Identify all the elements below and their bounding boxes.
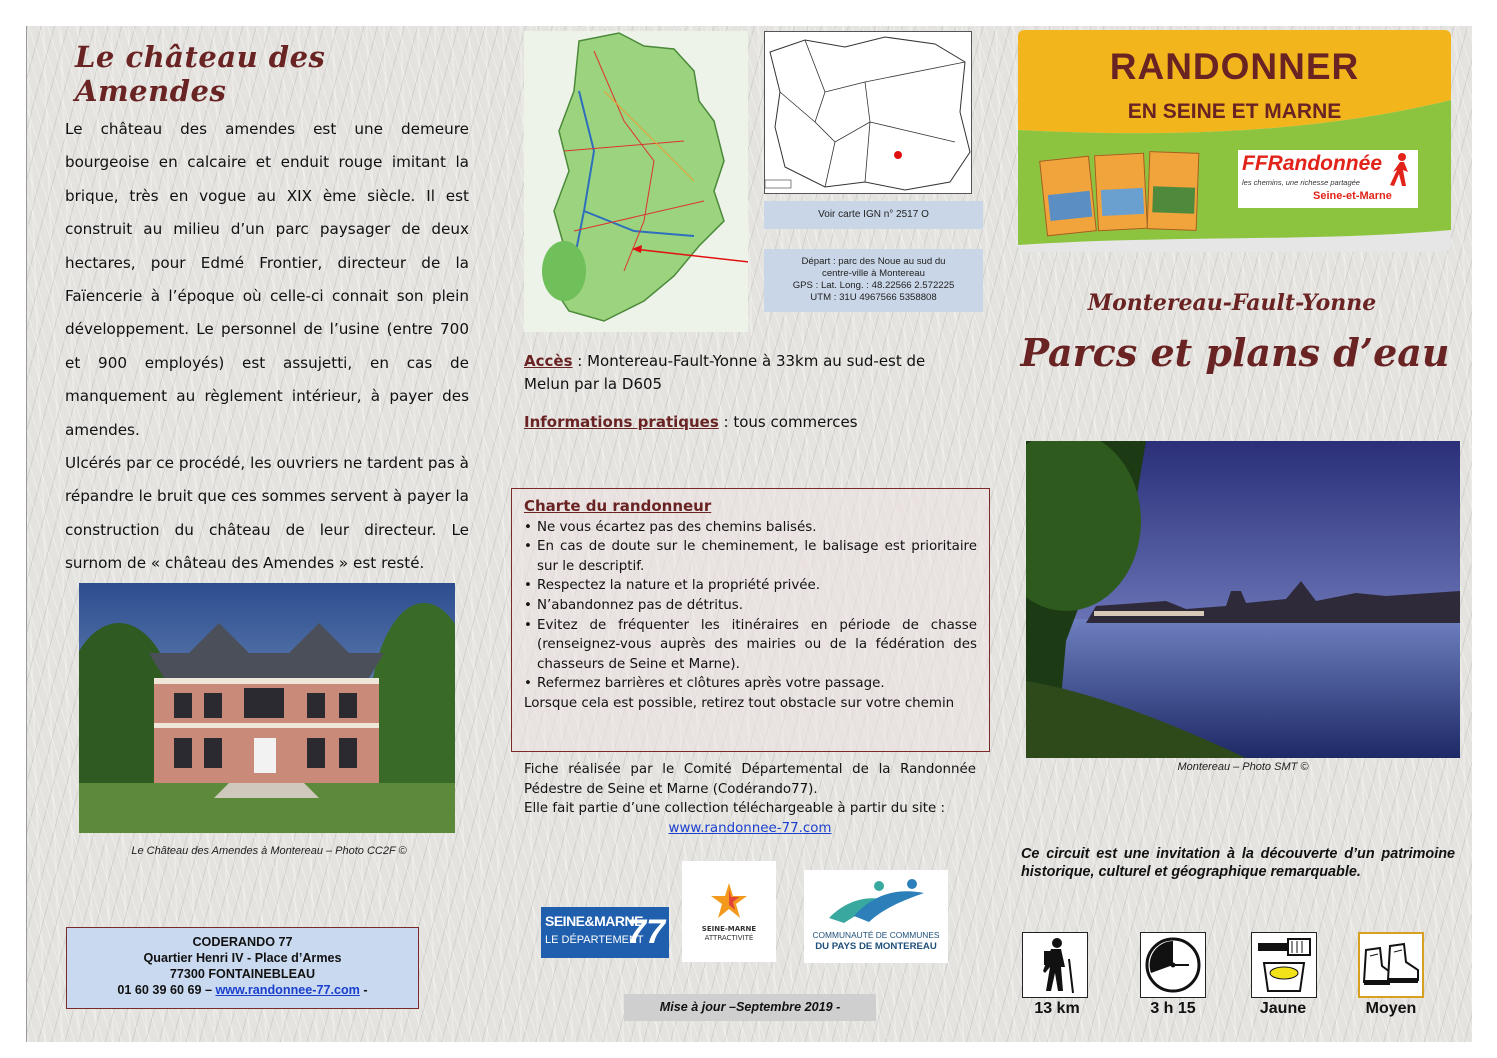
ffr-region: Seine-et-Marne <box>1313 190 1392 202</box>
contact-address-1: Quartier Henri IV - Place d’Armes <box>143 951 342 965</box>
charter-item: • Refermez barrières et clôtures après votre passage. <box>524 674 977 694</box>
charter-title: Charte du randonneur <box>524 497 712 515</box>
sm-logo-line-2: LE DÉPARTEMENT <box>545 934 644 946</box>
castle-description <box>65 113 469 581</box>
star-icon <box>709 881 749 921</box>
start-line-2: centre-ville à Montereau <box>822 268 925 279</box>
circuit-intro: Ce circuit est une invitation à la découverte d’un patrimoine historique, culturel et géographique remarquable. <box>1021 846 1455 880</box>
guidebook-cover <box>1039 156 1097 237</box>
ile-de-france-map <box>764 31 972 194</box>
ffr-brand <box>1242 152 1382 176</box>
update-date: Mise à jour –Septembre 2019 - <box>624 994 876 1021</box>
credits-text <box>524 760 976 838</box>
credits-line-1: Fiche réalisée par le Comité Départemental de la Randonnée Pédestre de Seine et Marne (Codérando77). <box>524 762 976 797</box>
charter-item: • Ne vous écartez pas des chemins balisés. <box>524 518 977 538</box>
banner-title: RANDONNER <box>1109 46 1360 87</box>
start-gps: GPS : Lat. Long. : 48.22566 2.572225 <box>792 280 955 291</box>
ffr-tagline: les chemins, une richesse partagée <box>1242 178 1360 187</box>
runners-icon <box>824 878 928 926</box>
practical-info <box>524 411 964 434</box>
sma-logo-line-2: ATTRACTIVITÉ <box>704 934 754 942</box>
access-label: Accès <box>524 352 573 370</box>
ffr-brand-name: Randonnée <box>1267 152 1382 175</box>
practical-info-label: Informations pratiques <box>524 413 719 431</box>
paint-bucket-icon <box>1251 932 1317 998</box>
clock-icon <box>1140 932 1206 998</box>
charter-item: • Evitez de fréquenter les itinéraires en période de chasse (renseignez-vous auprès des mairies ou de la fédération des chasseurs de Seine et Marne). <box>524 616 977 675</box>
contact-name: CODERANDO 77 <box>192 935 293 949</box>
boots-icon <box>1358 932 1424 998</box>
cc-logo-line-2: DU PAYS DE MONTEREAU <box>815 941 937 952</box>
castle-photo <box>79 583 455 833</box>
contact-address-2: 77300 FONTAINEBLEAU <box>169 967 316 981</box>
communaute-communes-logo <box>804 870 948 963</box>
hiker-charter <box>511 488 990 752</box>
start-utm: UTM : 31U 4967566 5358808 <box>810 292 937 303</box>
charter-list <box>524 518 977 694</box>
page-title: Parcs et plans d’eau <box>1020 330 1450 375</box>
department-map <box>524 31 748 332</box>
contact-website-link[interactable]: www.randonnee-77.com <box>215 983 360 997</box>
sm-logo-line-1: SEINE&MARNE <box>545 913 643 929</box>
charter-closing: Lorsque cela est possible, retirez tout obstacle sur votre chemin <box>524 695 955 711</box>
town-name: Montereau-Fault-Yonne <box>1087 290 1377 316</box>
sm-logo-number: 77 <box>627 913 665 951</box>
contact-box <box>66 927 419 1009</box>
hiker-icon <box>1022 932 1088 998</box>
start-line-1: Départ : parc des Noue au sud du <box>801 256 946 267</box>
contact-phone: 01 60 39 60 69 – <box>117 983 212 997</box>
difficulty-label: Moyen <box>1365 1000 1417 1017</box>
ign-map-note: Voir carte IGN n° 2517 O <box>764 201 983 229</box>
castle-photo-caption: Le Château des Amendes à Montereau – Photo CC2F © <box>131 845 407 857</box>
charter-item: • En cas de doute sur le cheminement, le balisage est prioritaire sur le descriptif. <box>524 537 977 576</box>
seine-et-marne-logo <box>541 907 669 958</box>
duration-label: 3 h 15 <box>1150 1000 1196 1017</box>
banner-subtitle: EN SEINE ET MARNE <box>1127 100 1342 123</box>
ffrandonnee-logo <box>1238 150 1418 208</box>
charter-item: • N’abandonnez pas de détritus. <box>524 596 977 616</box>
access-text: : Montereau-Fault-Yonne à 33km au sud-est de Melun par la D605 <box>524 352 926 393</box>
river-photo <box>1026 441 1460 758</box>
contact-trailing: - <box>359 983 368 997</box>
marking-color-label: Jaune <box>1259 1000 1307 1017</box>
cc-logo-line-1: COMMUNAUTÉ DE COMMUNES <box>812 930 940 940</box>
charter-item: • Respectez la nature et la propriété privée. <box>524 576 977 596</box>
castle-title: Le château des Amendes <box>75 40 326 108</box>
castle-paragraph-2: Ulcérés par ce procédé, les ouvriers ne tardent pas à répandre le bruit que ces sommes servent à payer la construction du château de leur directeur. Le surnom de « château des Amendes » est resté. <box>65 454 469 573</box>
seine-marne-attractivite-logo <box>682 861 776 962</box>
ffr-brand-prefix: FF <box>1242 152 1268 175</box>
credits-line-2: Elle fait partie d’une collection téléchargeable à partir du site : <box>524 801 945 816</box>
credits-website-link[interactable]: www.randonnee-77.com <box>668 820 832 836</box>
castle-paragraph-1: Le château des amendes est une demeure bourgeoise en calcaire et enduit rouge imitant la brique, très en vogue au XIX ème siècle. Il est construit au milieu d’un parc paysager de deux hectares, pour Edmé Frontier, directeur de la Faïencerie à l’époque où celle-ci connait son plein développement. Le personnel de l’usine (entre 700 et 900 employés) est assujetti, en cas de manquement au règlement intérieur, à payer des amendes. <box>65 120 469 439</box>
sma-logo-line-1: SEINE-MARNE <box>701 925 757 933</box>
contact-phone-line <box>67 982 418 998</box>
randonner-banner <box>1018 30 1451 252</box>
distance-label: 13 km <box>1034 1000 1080 1017</box>
guidebook-cover <box>1094 153 1148 232</box>
access-info <box>524 350 964 396</box>
walker-icon <box>1388 152 1414 188</box>
practical-info-text: : tous commerces <box>718 413 858 431</box>
river-photo-caption: Montereau – Photo SMT © <box>1177 761 1309 773</box>
start-point-box <box>764 249 983 312</box>
guidebook-cover <box>1147 151 1200 231</box>
